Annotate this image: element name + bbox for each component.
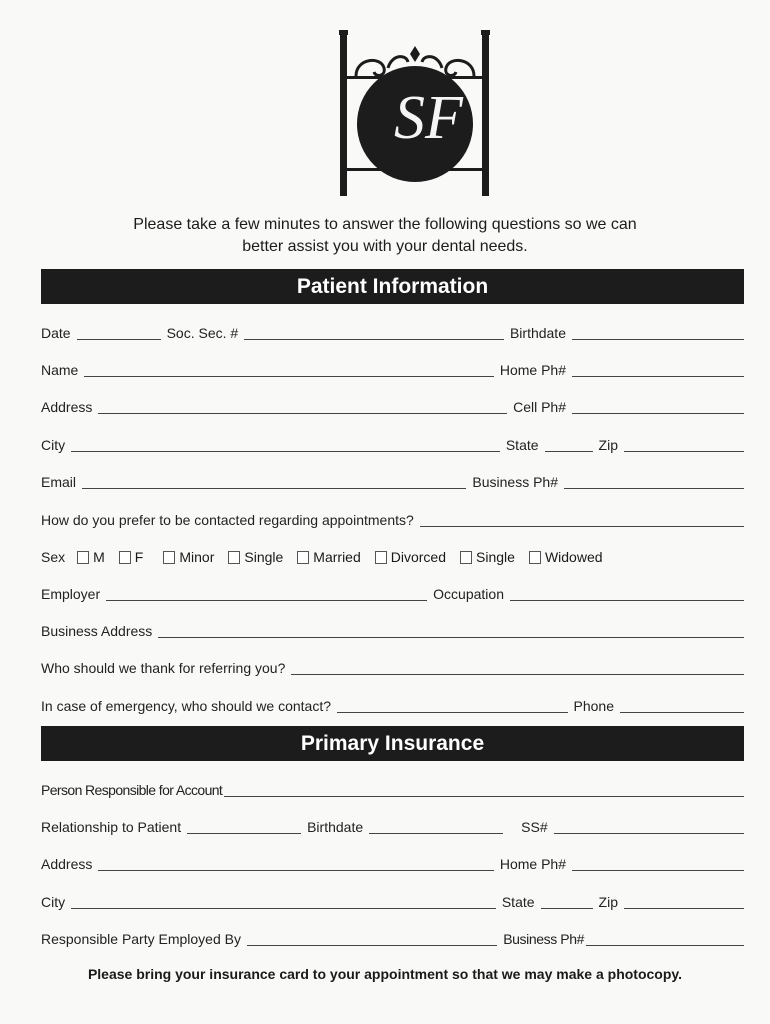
ins-city-field[interactable] [71, 894, 496, 909]
ins-birthdate-label: Birthdate [307, 819, 364, 835]
option-single[interactable] [228, 548, 283, 566]
sf-logo [336, 28, 494, 198]
row-employer-occupation [41, 583, 744, 603]
row-city-state-zip [41, 434, 744, 454]
option-single-2[interactable] [460, 548, 515, 566]
cell-ph-field[interactable] [572, 399, 744, 414]
intro-line-1: Please take a few minutes to answer the following questions so we can [133, 216, 637, 233]
state-label: State [505, 437, 539, 453]
home-ph-field[interactable] [572, 362, 744, 377]
option-single-2-label: Single [476, 549, 515, 565]
date-field[interactable] [77, 325, 161, 340]
row-referral [41, 657, 744, 677]
checkbox-single-2[interactable] [460, 551, 472, 564]
option-married-label: Married [313, 549, 361, 565]
checkbox-minor[interactable] [163, 551, 175, 564]
name-label: Name [41, 362, 79, 378]
contact-pref-field[interactable] [420, 512, 744, 527]
ins-birthdate-field[interactable] [369, 819, 503, 834]
employer-field[interactable] [106, 586, 427, 601]
ins-address-label: Address [41, 856, 93, 872]
ins-city-label: City [41, 894, 66, 910]
relationship-field[interactable] [187, 819, 301, 834]
responsible-label: Person Responsible for Account [41, 782, 223, 798]
ins-business-ph-label: Business Ph# [503, 931, 584, 947]
checkbox-single[interactable] [228, 551, 240, 564]
relationship-label: Relationship to Patient [41, 819, 182, 835]
option-divorced-label: Divorced [390, 549, 447, 565]
ins-business-ph-field[interactable] [586, 931, 744, 946]
footer-note: Please bring your insurance card to your appointment so that we may make a photocopy. [87, 966, 683, 982]
city-label: City [41, 437, 66, 453]
checkbox-widowed[interactable] [529, 551, 541, 564]
zip-field[interactable] [624, 437, 744, 452]
ins-zip-field[interactable] [624, 894, 744, 909]
birthdate-label: Birthdate [509, 325, 566, 341]
option-f[interactable] [119, 548, 144, 566]
email-label: Email [41, 474, 77, 490]
referral-label: Who should we thank for referring you? [41, 660, 286, 676]
date-label: Date [41, 325, 71, 341]
business-ph-field[interactable] [564, 474, 744, 489]
row-date-ssn-birthdate [41, 322, 744, 342]
row-business-address [41, 620, 744, 640]
state-field[interactable] [545, 437, 593, 452]
option-married[interactable] [297, 548, 360, 566]
option-minor[interactable] [163, 548, 214, 566]
option-single-label: Single [244, 549, 284, 565]
employed-by-label: Responsible Party Employed By [41, 931, 241, 947]
phone-field[interactable] [620, 698, 744, 713]
ins-state-field[interactable] [541, 894, 593, 909]
row-sex-marital [41, 546, 744, 566]
patient-info-heading: Patient Information [41, 269, 744, 304]
checkbox-m[interactable] [77, 551, 89, 564]
option-m[interactable] [77, 548, 105, 566]
business-address-field[interactable] [158, 623, 744, 638]
sex-label: Sex [41, 549, 66, 565]
soc-sec-label: Soc. Sec. # [166, 325, 239, 341]
row-responsible-person [41, 779, 744, 799]
checkbox-divorced[interactable] [375, 551, 387, 564]
address-field[interactable] [98, 399, 507, 414]
email-field[interactable] [82, 474, 466, 489]
zip-label: Zip [598, 437, 618, 453]
ins-state-label: State [501, 894, 535, 910]
responsible-field[interactable] [224, 782, 744, 797]
occupation-label: Occupation [433, 586, 504, 602]
checkbox-married[interactable] [297, 551, 309, 564]
row-emergency-contact [41, 695, 744, 715]
row-address-cellph [41, 396, 744, 416]
employer-label: Employer [41, 586, 101, 602]
checkbox-f[interactable] [119, 551, 131, 564]
primary-insurance-heading: Primary Insurance [41, 726, 744, 761]
business-address-label: Business Address [41, 623, 153, 639]
birthdate-field[interactable] [572, 325, 744, 340]
option-f-label: F [134, 549, 144, 565]
emergency-label: In case of emergency, who should we contact? [41, 698, 332, 714]
logo-letter-s: SF [394, 84, 463, 152]
row-email-businessph [41, 471, 744, 491]
row-employed-by [41, 928, 744, 948]
intro-line-2: better assist you with your dental needs. [242, 238, 528, 255]
phone-label: Phone [573, 698, 614, 714]
row-ins-address [41, 853, 744, 873]
option-m-label: M [93, 549, 105, 565]
referral-field[interactable] [291, 660, 744, 675]
option-minor-label: Minor [179, 549, 215, 565]
occupation-field[interactable] [510, 586, 744, 601]
row-ins-city-state-zip [41, 891, 744, 911]
row-relationship [41, 816, 744, 836]
address-label: Address [41, 399, 93, 415]
cell-ph-label: Cell Ph# [513, 399, 566, 415]
ins-home-ph-field[interactable] [572, 856, 744, 871]
option-widowed[interactable] [529, 548, 603, 566]
ss-label: SS# [521, 819, 548, 835]
option-divorced[interactable] [375, 548, 446, 566]
ins-zip-label: Zip [598, 894, 618, 910]
emergency-field[interactable] [337, 698, 568, 713]
row-name-homeph [41, 359, 744, 379]
ins-home-ph-label: Home Ph# [499, 856, 566, 872]
row-contact-preference [41, 509, 744, 529]
ss-field[interactable] [554, 819, 744, 834]
option-widowed-label: Widowed [544, 549, 603, 565]
name-field[interactable] [84, 362, 493, 377]
soc-sec-field[interactable] [244, 325, 504, 340]
ins-address-field[interactable] [98, 856, 493, 871]
city-field[interactable] [71, 437, 500, 452]
business-ph-label: Business Ph# [472, 474, 558, 490]
home-ph-label: Home Ph# [499, 362, 566, 378]
employed-by-field[interactable] [247, 931, 497, 946]
contact-pref-label: How do you prefer to be contacted regarding appointments? [41, 512, 414, 528]
